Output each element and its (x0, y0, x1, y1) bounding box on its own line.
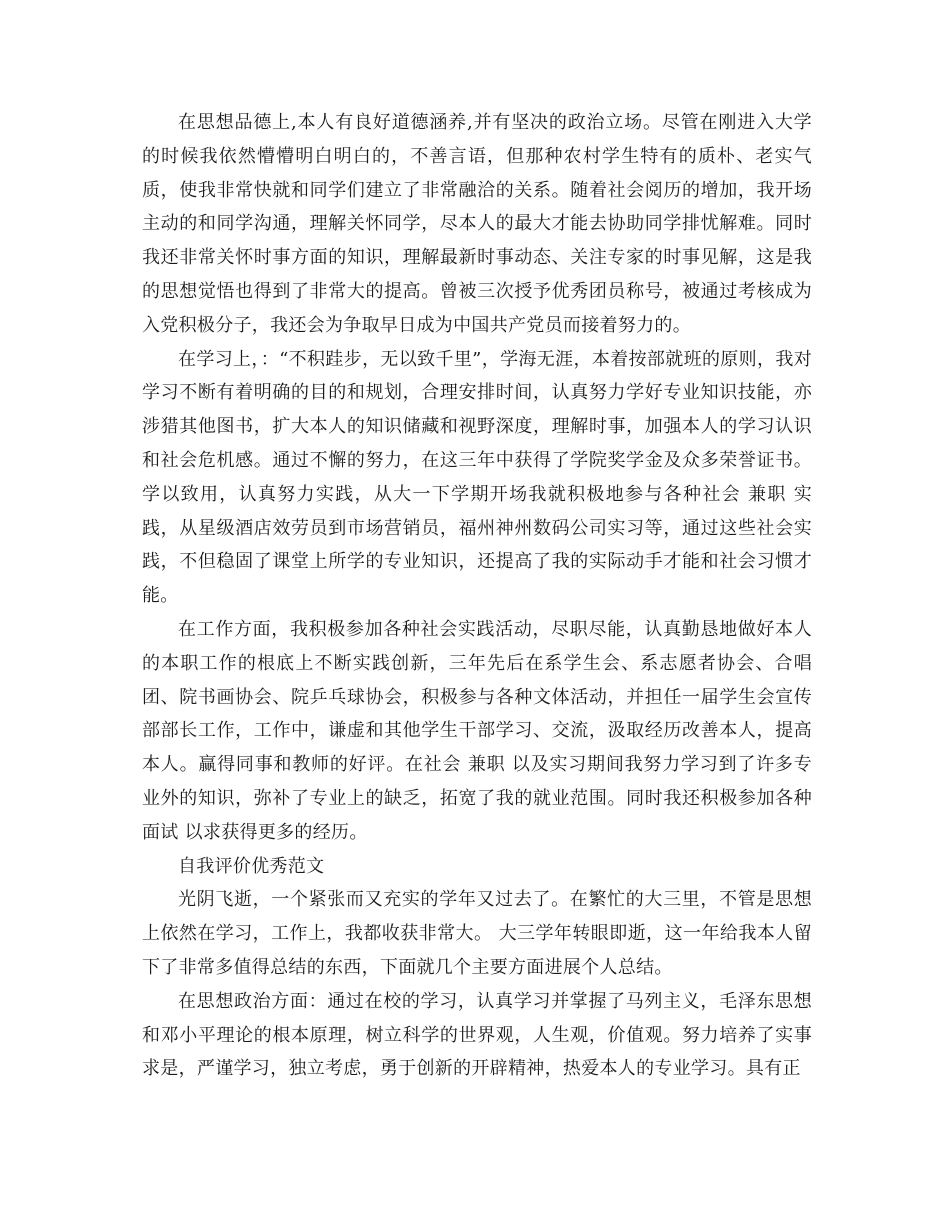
paragraph-study: 在学习上，：“不积跬步，无以致千里”，学海无涯，本着按部就班的原则，我对学习不断有着明确的目的和规划，合理安排时间，认真努力学好专业知识技能，亦涉猎其他图书，扩大本人的知识储藏和视野深度，理解时事，加强本人的学习认识和社会危机感。通过不懈的努力，在这三年中获得了学院奖学金及众多荣誉证书。学以致用，认真努力实践，从大一下学期开场我就积极地参与各种社会 兼职 实践，从星级酒店效劳员到市场营销员，福州神州数码公司实习等，通过这些社会实践，不但稳固了课堂上所学的专业知识，还提高了我的实际动手才能和社会习惯才能。 (142, 348, 812, 607)
paragraph-politics: 在思想政治方面：通过在校的学习，认真学习并掌握了马列主义，毛泽东思想和邓小平理论的根本原理，树立科学的世界观，人生观，价值观。努力培养了实事求是，严谨学习，独立考虑，勇于创新的开辟精神，热爱本人的专业学习。具有正 (142, 990, 812, 1080)
paragraph-work: 在工作方面，我积极参加各种社会实践活动，尽职尽能，认真勤恳地做好本人的本职工作的根底上不断实践创新，三年先后在系学生会、系志愿者协会、合唱团、院书画协会、院乒乓球协会，积极参与各种文体活动，并担任一届学生会宣传部部长工作，工作中，谦虚和其他学生干部学习、交流，汲取经历改善本人，提高本人。赢得同事和教师的好评。在社会 兼职 以及实习期间我努力学习到了许多专业外的知识，弥补了专业上的缺乏，拓宽了我的就业范围。同时我还积极参加各种 面试 以求获得更多的经历。 (142, 618, 812, 843)
section-heading: 自我评价优秀范文 (178, 855, 325, 877)
paragraph-moral: 在思想品德上,本人有良好道德涵养,并有坚决的政治立场。尽管在刚进入大学的时候我依然懵懵明白明白的，不善言语，但那种农村学生特有的质朴、老实气质，使我非常快就和同学们建立了非常融洽的关系。随着社会阅历的增加，我开场主动的和同学沟通，理解关怀同学，尽本人的最大才能去协助同学排忧解难。同时我还非常关怀时事方面的知识，理解最新时事动态、关注专家的时事见解，这是我的思想觉悟也得到了非常大的提高。曾被三次授予优秀团员称号，被通过考核成为入党积极分子，我还会为争取早日成为中国共产党员而接着努力的。 (142, 112, 812, 336)
paragraph-year-summary: 光阴飞逝，一个紧张而又充实的学年又过去了。在繁忙的大三里，不管是思想上依然在学习，工作上，我都收获非常大。 大三学年转眼即逝，这一年给我本人留下了非常多值得总结的东西，下面就几个主要方面进展个人总结。 (142, 889, 812, 978)
document-page (142, 106, 812, 1086)
